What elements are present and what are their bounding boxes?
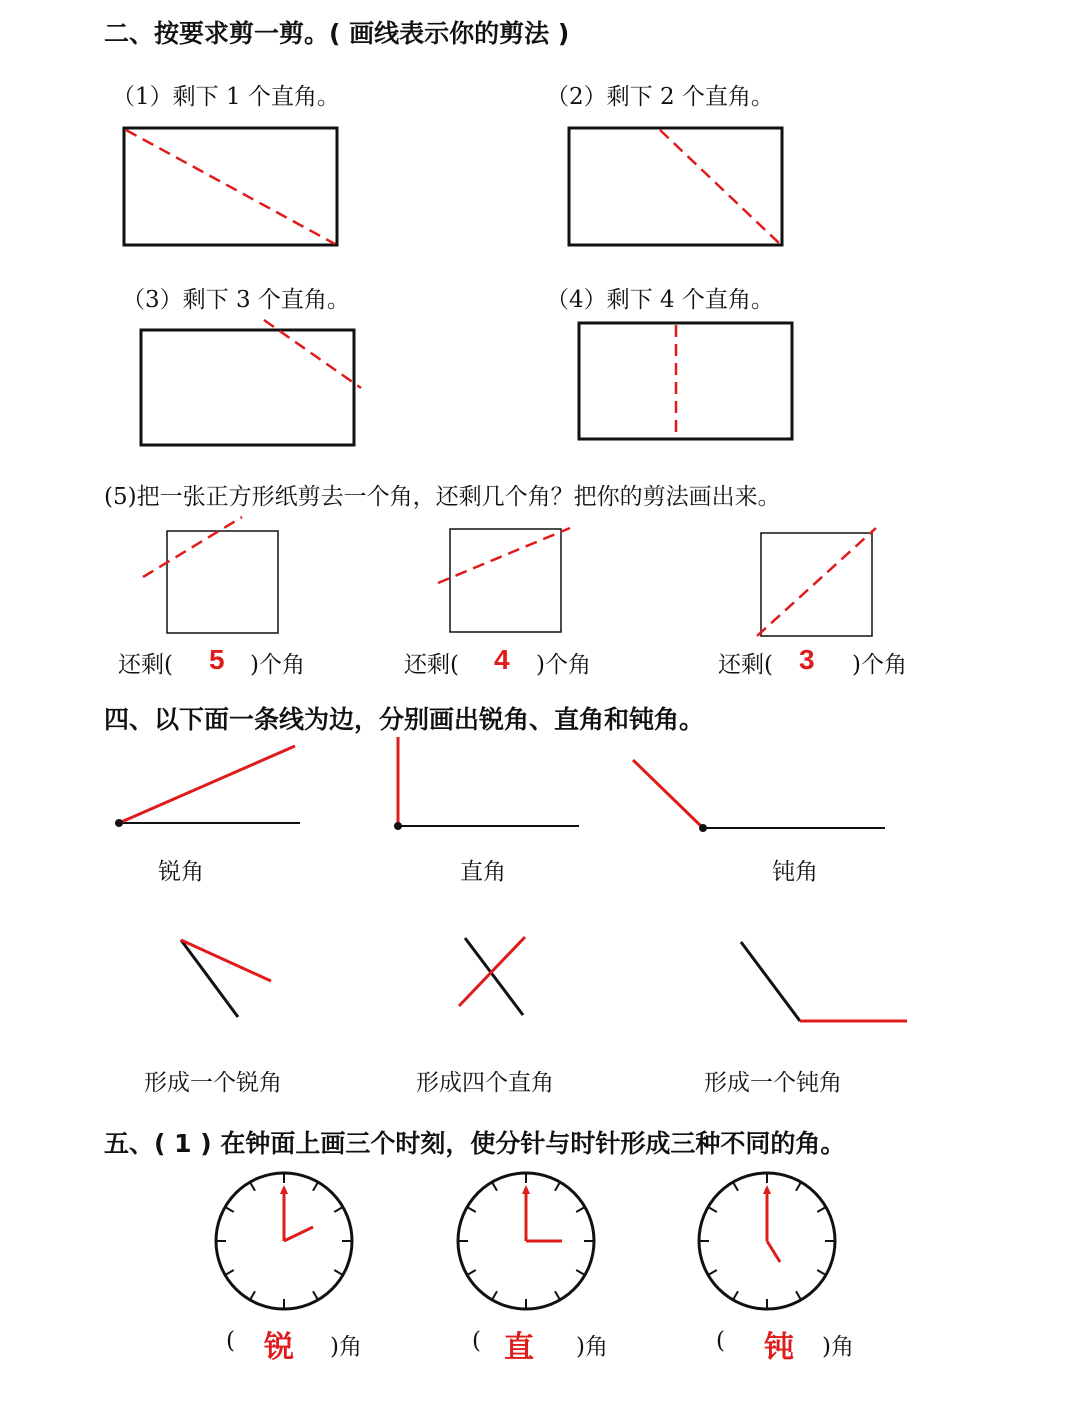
clock-close-1: )角 bbox=[330, 1334, 362, 1360]
clock-open-3: ( bbox=[716, 1328, 725, 1354]
clock-close-3: )角 bbox=[822, 1334, 854, 1360]
clock-answer-2: 直 bbox=[504, 1330, 534, 1365]
cross-right bbox=[459, 937, 525, 1015]
q2-label: （2）剩下 2 个直角。 bbox=[546, 84, 774, 110]
cross-acute bbox=[181, 940, 271, 1017]
cut-line-q1 bbox=[126, 130, 335, 244]
rect-q3 bbox=[141, 320, 361, 445]
remain-prefix-1: 还剩( bbox=[118, 652, 173, 678]
q1-label: （1）剩下 1 个直角。 bbox=[112, 84, 340, 110]
angle-label-right: 直角 bbox=[460, 859, 506, 885]
remain-suffix-2: )个角 bbox=[536, 652, 591, 678]
angle-label-acute: 锐角 bbox=[158, 859, 204, 885]
angle-label-obtuse: 钝角 bbox=[772, 859, 818, 885]
clock-answer-1: 锐 bbox=[264, 1330, 294, 1365]
q4-label: （4）剩下 4 个直角。 bbox=[546, 287, 774, 313]
remain-prefix-2: 还剩( bbox=[404, 652, 459, 678]
angle-acute bbox=[115, 746, 300, 827]
clock-open-2: ( bbox=[472, 1328, 481, 1354]
cut-line-q2 bbox=[660, 130, 780, 244]
rect-q1 bbox=[124, 128, 337, 245]
section4-title: 四、以下面一条线为边，分别画出锐角、直角和钝角。 bbox=[104, 705, 705, 734]
section5-title: 五、( 1 ) 在钟面上画三个时刻，使分针与时针形成三种不同的角。 bbox=[104, 1129, 846, 1158]
clock-answer-3: 钝 bbox=[764, 1330, 794, 1365]
section2-title: 二、按要求剪一剪。( 画线表示你的剪法 ) bbox=[104, 19, 570, 48]
clock-obtuse bbox=[699, 1173, 835, 1309]
remain-suffix-3: )个角 bbox=[852, 652, 907, 678]
clock-right bbox=[458, 1173, 594, 1309]
clock-close-2: )角 bbox=[576, 1334, 608, 1360]
rect-q4 bbox=[579, 323, 792, 439]
square-2 bbox=[438, 528, 570, 632]
cross-label-right: 形成四个直角 bbox=[416, 1070, 554, 1096]
angle-obtuse bbox=[633, 760, 885, 832]
remain-prefix-3: 还剩( bbox=[718, 652, 773, 678]
remain-suffix-1: )个角 bbox=[250, 652, 305, 678]
cut-line-square-3 bbox=[757, 528, 876, 636]
q5-label: (5)把一张正方形纸剪去一个角，还剩几个角？把你的剪法画出来。 bbox=[104, 484, 781, 510]
rect-q2 bbox=[569, 128, 782, 245]
remain-answer-3: 3 bbox=[799, 644, 815, 675]
angle-right bbox=[394, 737, 579, 830]
remain-answer-2: 4 bbox=[494, 644, 510, 675]
cut-line-square-1 bbox=[143, 517, 242, 577]
square-1 bbox=[143, 517, 278, 633]
square-3 bbox=[757, 528, 876, 636]
clock-acute bbox=[216, 1173, 352, 1309]
cut-line-square-2 bbox=[438, 528, 570, 583]
q3-label: （3）剩下 3 个直角。 bbox=[122, 287, 350, 313]
cross-obtuse bbox=[741, 942, 907, 1021]
remain-answer-1: 5 bbox=[209, 644, 225, 675]
clock-open-1: ( bbox=[226, 1328, 235, 1354]
cross-label-acute: 形成一个锐角 bbox=[144, 1070, 282, 1096]
cross-label-obtuse: 形成一个钝角 bbox=[704, 1070, 842, 1096]
